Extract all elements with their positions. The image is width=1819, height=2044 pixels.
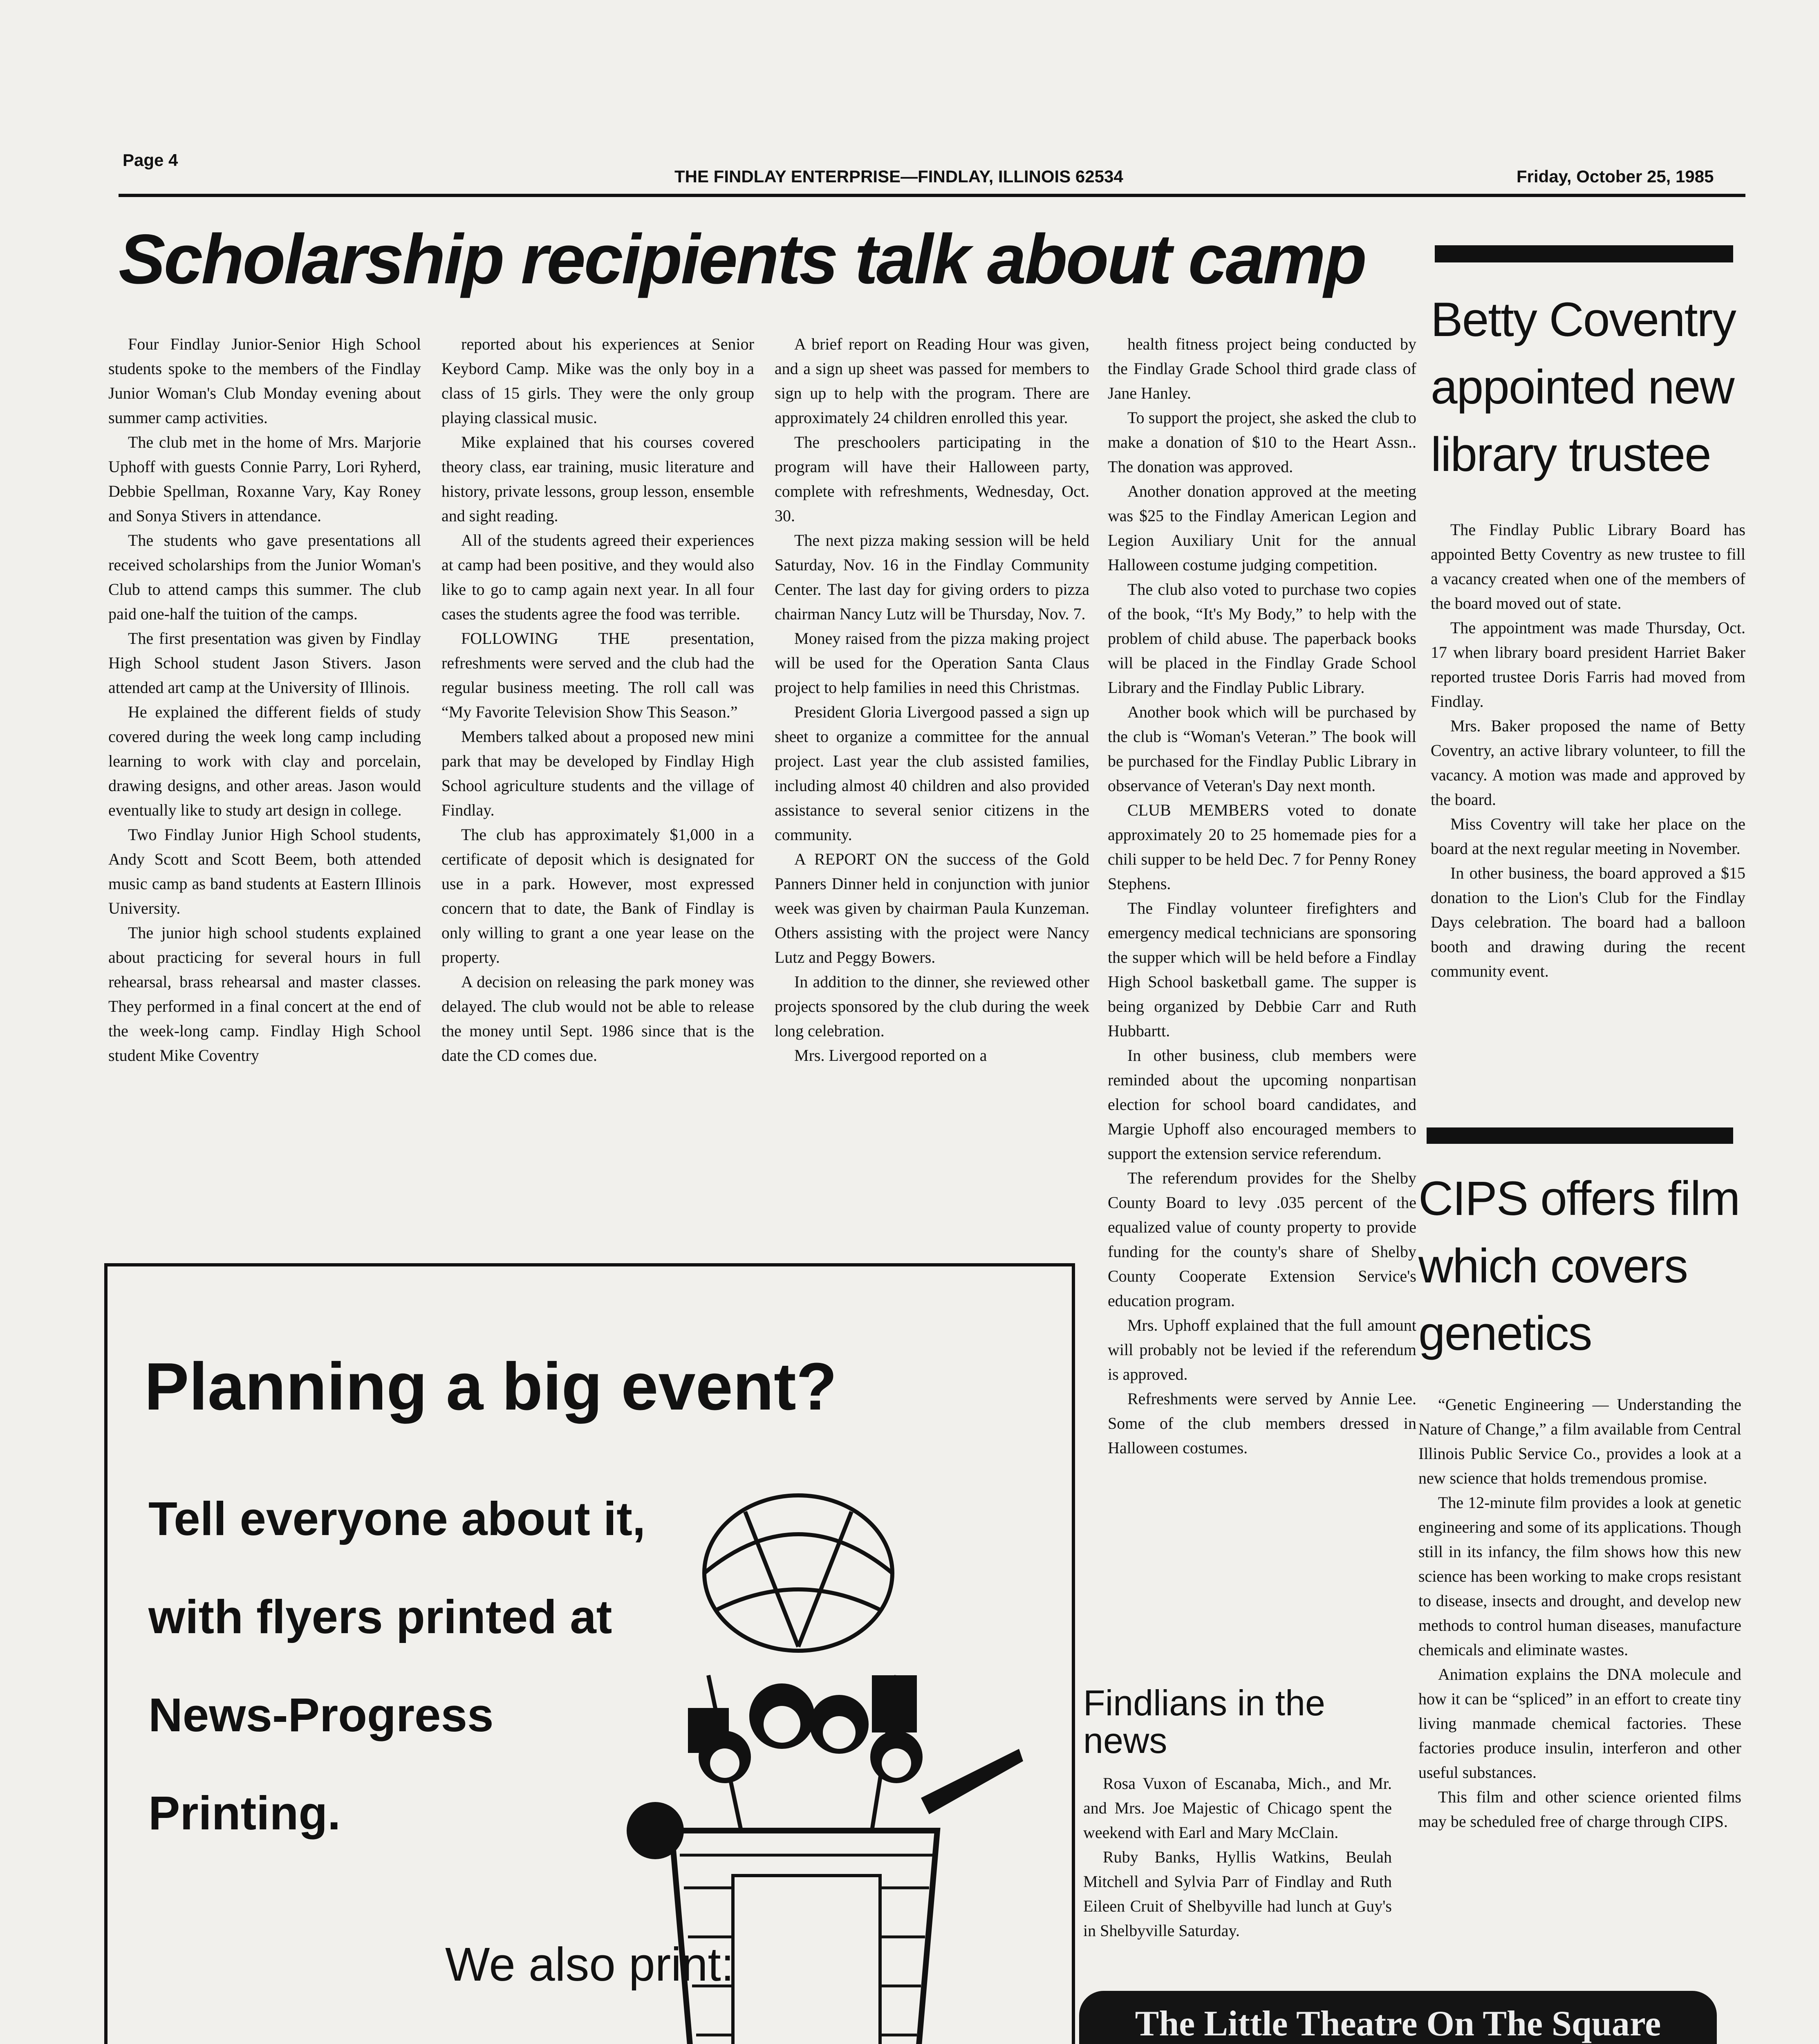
masthead: THE FINDLAY ENTERPRISE—FINDLAY, ILLINOIS 62534 xyxy=(674,167,1123,186)
ad-line: with flyers printed at xyxy=(148,1590,612,1643)
paragraph: In other business, the board approved a $15 donation to the Lion's Club for the Findlay Days celebration. The board had a balloon booth and drawing during the recent community event. xyxy=(1431,863,1745,980)
coventry-article xyxy=(1431,286,1745,984)
main-headline: Scholarship recipients talk about camp xyxy=(119,220,1365,298)
paragraph: The next pizza making session will be held Saturday, Nov. 16 in the Findlay Community Center. The last day for giving orders to pizza chairman Nancy Lutz will be Thursday, Nov. 7. xyxy=(775,531,1089,623)
cips-article xyxy=(1418,1165,1741,1834)
paragraph: In addition to the dinner, she reviewed other projects sponsored by the club during the week long celebration. xyxy=(775,973,1089,1040)
paragraph: The preschoolers participating in the program will have their Halloween party, complete with refreshments, Wednesday, Oct. 30. xyxy=(775,433,1089,525)
paragraph: The club has approximately $1,000 in a certificate of deposit which is designated for use in a park. However, most expressed concern that to date, the Bank of Findlay is only willing to grant a one year lease on the property. xyxy=(441,825,754,966)
paragraph: The referendum provides for the Shelby County Board to levy .035 percent of the equalized value of county property to provide funding for the county's share of Shelby County Cooperate Extension Service's education program. xyxy=(1108,1169,1416,1310)
paragraph: He explained the different fields of study covered during the week long camp including learning to work with clay and porcelain, drawing designs, and other areas. Jason would eventually like to study art design in college. xyxy=(108,703,421,819)
paragraph: The club also voted to purchase two copies of the book, “It's My Body,” to help with the problem of child abuse. The paperback books will be placed in the Findlay Grade School Library and the Findlay Public Library. xyxy=(1108,580,1416,697)
ad-also-print: We also print: xyxy=(445,1938,735,1991)
paragraph: This film and other science oriented films may be scheduled free of charge through CIPS. xyxy=(1418,1787,1741,1831)
theatre-name: The Little Theatre On The Square xyxy=(1135,2004,1661,2044)
paragraph: The Findlay volunteer firefighters and emergency medical technicians are sponsoring the supper which will be held before a Findlay High School basketball game. The supper is being organized by Debbie Carr and Ruth Hubbartt. xyxy=(1108,899,1416,1040)
paragraph: health fitness project being conducted by the Findlay Grade School third grade class of Jane Hanley. xyxy=(1108,335,1416,402)
paragraph: The junior high school students explained about practicing for several hours in full rehearsal, brass rehearsal and master classes. They performed in a final concert at the end of the week-long camp. Findlay High School student Mike Coventry xyxy=(108,923,421,1065)
paragraph: Animation explains the DNA molecule and how it can be “spliced” in an effort to create tiny living manmade chemical factories. These factories produce insulin, interferon and other useful substances. xyxy=(1418,1665,1741,1782)
page-number: Page 4 xyxy=(123,150,178,170)
paragraph: The club met in the home of Mrs. Marjorie Uphoff with guests Connie Parry, Lori Ryherd, Debbie Spellman, Roxanne Vary, Kay Roney and Sonya Stivers in attendance. xyxy=(108,433,421,525)
paragraph: President Gloria Livergood passed a sign up sheet to organize a committee for the annual project. Last year the club assisted families, including almost 40 children and also provided assistance to several senior citizens in the community. xyxy=(775,703,1089,844)
paragraph: “Genetic Engineering — Understanding the Nature of Change,” a film available from Central Illinois Public Service Co., provides a look at a new science that holds tremendous promise. xyxy=(1418,1395,1741,1487)
theatre-ad xyxy=(1079,1991,1717,2044)
paragraph: The 12-minute film provides a look at genetic engineering and some of its applications. Though still in its infancy, the film shows how this new science has been working to make crops resistant to disease, insects and drought, and develop new methods to control human diseases, manufacture chemicals and eliminate wastes. xyxy=(1418,1493,1741,1659)
paragraph: Ruby Banks, Hyllis Watkins, Beulah Mitchell and Sylvia Parr of Findlay and Ruth Eileen Cruit of Shelbyville had lunch at Guy's in Shelbyville Saturday. xyxy=(1083,1847,1392,1940)
issue-date: Friday, October 25, 1985 xyxy=(1517,167,1714,186)
ad-line: News-Progress xyxy=(148,1688,494,1741)
paragraph: A brief report on Reading Hour was given, and a sign up sheet was passed for members to sign up to help with the program. There are approximately 24 children enrolled this year. xyxy=(775,335,1089,427)
paragraph: Mrs. Baker proposed the name of Betty Coventry, an active library volunteer, to fill the vacancy. A motion was made and approved by the board. xyxy=(1431,716,1745,809)
paragraph: Mike explained that his courses covered theory class, ear training, music literature and history, private lessons, group lesson, ensemble and sight reading. xyxy=(441,433,754,525)
article-column-3 xyxy=(775,332,1089,1068)
paragraph: The first presentation was given by Findlay High School student Jason Stivers. Jason attended art camp at the University of Illinois. xyxy=(108,629,421,697)
sidebar-rule-top xyxy=(1435,245,1733,262)
article-column-4 xyxy=(1108,332,1416,1460)
paragraph: All of the students agreed their experiences at camp had been positive, and they would also like to go to camp again next year. In all four cases the students agree the food was terrible. xyxy=(441,531,754,623)
paragraph: Miss Coventry will take her place on the board at the next regular meeting in November. xyxy=(1431,814,1745,858)
paragraph: Another donation approved at the meeting was $25 to the Findlay American Legion and Legion Auxiliary Unit for the annual Halloween costume judging competition. xyxy=(1108,482,1416,574)
sidebar-rule-mid xyxy=(1427,1127,1733,1144)
cips-headline: CIPS offers film which covers genetics xyxy=(1418,1172,1740,1361)
ad-line: Tell everyone about it, xyxy=(148,1492,646,1545)
paragraph: Money raised from the pizza making project will be used for the Operation Santa Claus project to help families in need this Christmas. xyxy=(775,629,1089,697)
ad-headline: Planning a big event? xyxy=(144,1349,837,1424)
paragraph: The Findlay Public Library Board has appointed Betty Coventry as new trustee to fill a vacancy created when one of the members of the board moved out of state. xyxy=(1431,520,1745,612)
coventry-headline: Betty Coventry appointed new library trustee xyxy=(1431,293,1736,482)
paragraph: FOLLOWING THE presentation, refreshments were served and the club had the regular business meeting. The roll call was “My Favorite Television Show This Season.” xyxy=(441,629,754,721)
findlians-article xyxy=(1083,1684,1392,1943)
paragraph: CLUB MEMBERS voted to donate approximately 20 to 25 homemade pies for a chili supper to be held Dec. 7 for Penny Roney Stephens. xyxy=(1108,801,1416,893)
paragraph: A REPORT ON the success of the Gold Panners Dinner held in conjunction with junior week was given by chairman Paula Kunzeman. Others assisting with the project were Nancy Lutz and Peggy Bowers. xyxy=(775,850,1089,966)
paragraph: The appointment was made Thursday, Oct. 17 when library board president Harriet Baker reported trustee Doris Farris had moved from Findlay. xyxy=(1431,618,1745,710)
paragraph: In other business, club members were reminded about the upcoming nonpartisan election for school board candidates, and Margie Uphoff also encouraged members to support the extension service referendum. xyxy=(1108,1046,1416,1163)
article-column-2 xyxy=(441,332,754,1068)
paragraph: A decision on releasing the park money was delayed. The club would not be able to release the money until Sept. 1986 since that is the date the CD comes due. xyxy=(441,973,754,1065)
paragraph: Four Findlay Junior-Senior High School students spoke to the members of the Findlay Junior Woman's Club Monday evening about summer camp activities. xyxy=(108,335,421,427)
paragraph: reported about his experiences at Senior Keybord Camp. Mike was the only boy in a class of 15 girls. They were the only group playing classical music. xyxy=(441,335,754,427)
paragraph: Mrs. Uphoff explained that the full amount will probably not be levied if the referendum is approved. xyxy=(1108,1316,1416,1383)
paragraph: Members talked about a proposed new mini park that may be developed by Findlay High School agriculture students and the village of Findlay. xyxy=(441,727,754,819)
paragraph: Mrs. Livergood reported on a xyxy=(794,1046,987,1065)
paragraph: Refreshments were served by Annie Lee. Some of the club members dressed in Halloween costumes. xyxy=(1108,1390,1416,1457)
paragraph: Another book which will be purchased by the club is “Woman's Veteran.” The book will be purchased for the Findlay Public Library in observance of Veteran's Day next month. xyxy=(1108,703,1416,795)
printing-ad xyxy=(104,1263,1075,2044)
article-column-1 xyxy=(108,332,421,1068)
header-rule xyxy=(119,194,1745,197)
paragraph: To support the project, she asked the club to make a donation of $10 to the Heart Assn.. The donation was approved. xyxy=(1108,408,1416,476)
paragraph: Two Findlay Junior High School students, Andy Scott and Scott Beem, both attended music camp as band students at Eastern Illinois University. xyxy=(108,825,421,917)
ad-line: Printing. xyxy=(148,1786,341,1840)
paragraph: The students who gave presentations all received scholarships from the Junior Woman's Club to attend camps this summer. The club paid one-half the tuition of the camps. xyxy=(108,531,421,623)
findlians-headline: Findlians in the news xyxy=(1083,1683,1325,1761)
paragraph: Rosa Vuxon of Escanaba, Mich., and Mr. and Mrs. Joe Majestic of Chicago spent the weekend with Earl and Mary McClain. xyxy=(1083,1774,1392,1842)
